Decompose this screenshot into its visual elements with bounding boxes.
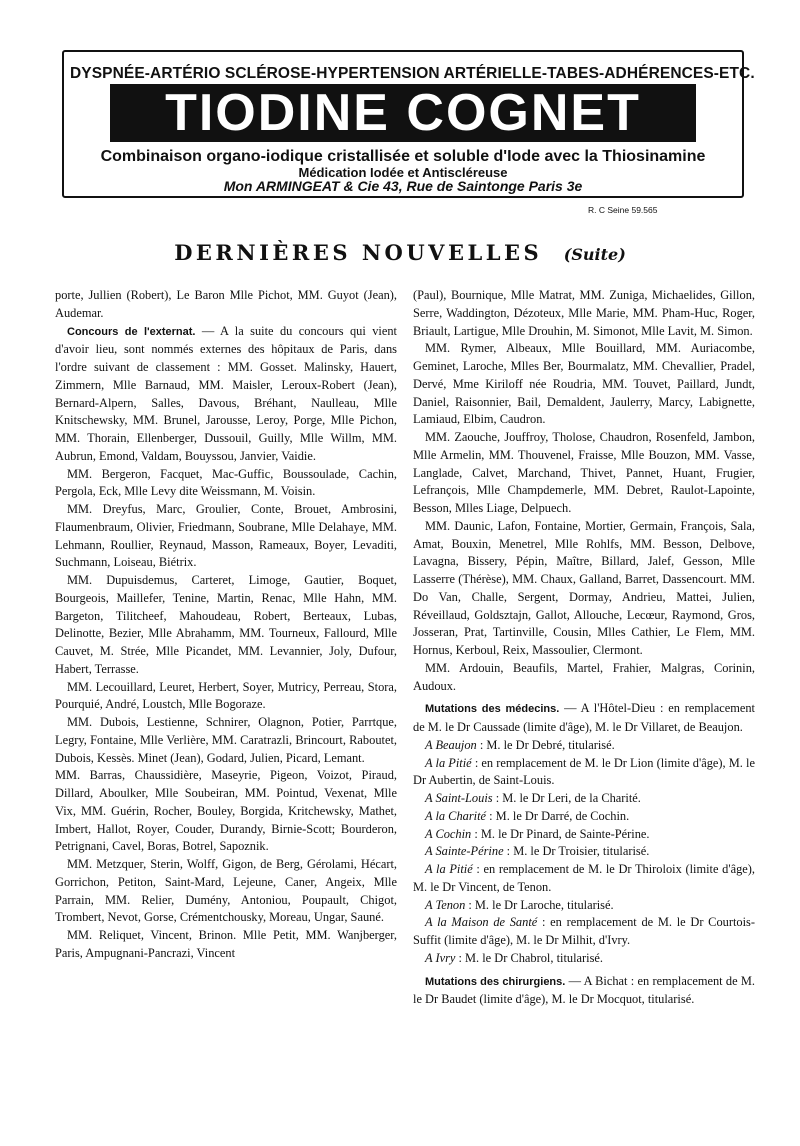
- paragraph: [413, 287, 755, 340]
- ad-brand-name: TIODINE COGNET: [110, 84, 696, 142]
- hospital-name: A Tenon: [425, 897, 466, 912]
- hospital-name: A la Pitié: [425, 755, 472, 770]
- paragraph: [413, 755, 755, 791]
- hospital-name: A la Charité: [425, 808, 487, 823]
- hospital-name: A Saint-Louis: [425, 791, 493, 805]
- hospital-name: A Cochin: [425, 826, 472, 841]
- paragraph: [413, 950, 755, 968]
- paragraph-text: MM. Barras, Chaussidière, Maseyrie, Pigeon, Voizot, Piraud, Dillard, Aboulker, Mlle Soubeiran, MM. Pointud, Vexenat, Mlle Vix, MM. Guérin, Rocher, Bouley, Borgida, Kritchewsky, Mathet, Imbert, Hallot, Royer, Couder, Durandy, Birnie-Scott; Bourderon, Petrignani, Cavel, Boras, Botrel, Sapoznik.: [55, 768, 397, 854]
- paragraph: [55, 767, 397, 856]
- rc-note: R. C Seine 59.565: [588, 205, 658, 215]
- paragraph-text: : M. le Dr Darré, de Cochin.: [486, 808, 630, 823]
- paragraph: [55, 856, 397, 927]
- hospital-name: A la Pitié: [425, 862, 473, 876]
- paragraph: [413, 914, 755, 950]
- paragraph-text: : M. le Dr Leri, de la Charité.: [492, 791, 641, 805]
- paragraph-text: : M. le Dr Pinard, de Sainte-Périne.: [471, 826, 650, 841]
- paragraph: [55, 323, 397, 466]
- paragraph: [55, 679, 397, 715]
- left-column: [55, 287, 397, 963]
- paragraph: [55, 501, 397, 572]
- hospital-name: A Sainte-Périne: [425, 844, 504, 859]
- paragraph: [413, 826, 755, 844]
- paragraph-text: MM. Zaouche, Jouffroy, Tholose, Chaudron, Rosenfeld, Jambon, Mlle Armelin, MM. Thouvenel, Fraisse, Mlle Bouzon, MM. Vasse, Langlade, Calvet, Marchand, Thivet, Pannet, Huant, Frugier, Lefrançois, Mlle Champdemerle, MM. Debret, Raulot-Lapointe, Besson, Mlles Liage, Delpuech.: [413, 430, 755, 515]
- paragraph-text: MM. Dubois, Lestienne, Schnirer, Olagnon, Potier, Parrtque, Legry, Fontaine, Mlle Verlière, MM. Caratrazli, Brincourt, Raboutet, Dubois, Kessès. Minet (Jean), Godard, Julien, Picard, Lemant.: [55, 715, 397, 765]
- paragraph-text: : M. le Dr Troisier, titularisé.: [503, 844, 650, 859]
- paragraph-text: : en remplacement de M. le Dr Courtois-Suffit (limite d'âge), M. le Dr Milhit, d'Ivry.: [413, 915, 755, 947]
- paragraph: [413, 737, 755, 755]
- paragraph: [413, 808, 755, 826]
- paragraph: [413, 790, 755, 808]
- paragraph: [55, 466, 397, 502]
- paragraph-text: MM. Dreyfus, Marc, Groulier, Conte, Brouet, Ambrosini, Flaumenbraum, Olivier, Friedmann, Soubrane, Mlle Delahaye, MM. Lehmann, Roullier, Reynaud, Masson, Rameaux, Boyer, Levaditi, Suchmann, Loiseau, Biétrix.: [55, 502, 397, 570]
- paragraph-text: — A la suite du concours qui vient d'avoir lieu, sont nommés externes des hôpitaux de Paris, dans l'ordre suivant de classement : MM. Gosset. Malinsky, Hauert, Zimmern, Mlle Barnaud, MM. Maisler, Leroux-Robert (Jean), Bernard-Alpern, Salles, Davous, Bréhant, Naulleau, Mlle Knitschewsky, MM. Brunel, Jarousse, Leroy, Porge, Mlle Pichon, MM. Thorain, Ellenberger, Dussouil, Guilly, Mlle Willm, MM. Aubrun, Emond, Valdam, Bouyssou, Janvier, Vaidie.: [55, 323, 397, 463]
- paragraph-text: — A l'Hôtel-Dieu : en remplacement de M. le Dr Caussade (limite d'âge), M. le Dr Villaret, de Beaujon.: [413, 701, 755, 734]
- hospital-name: A la Maison de Santé: [425, 915, 538, 930]
- paragraph-text: MM. Ardouin, Beaufils, Martel, Frahier, Malgras, Corinin, Audoux.: [413, 660, 755, 693]
- ad-description: Combinaison organo-iodique cristallisée et soluble d'Iode avec la Thiosinamine: [100, 148, 706, 165]
- paragraph-text: : en remplacement de M. le Dr Lion (limite d'âge), M. le Dr Aubertin, de Saint-Louis.: [413, 755, 755, 788]
- paragraph-text: porte, Jullien (Robert), Le Baron Mlle Pichot, MM. Guyot (Jean), Audemar.: [55, 288, 397, 320]
- hospital-name: A Beaujon: [425, 737, 477, 752]
- paragraph: [413, 518, 755, 660]
- paragraph: [413, 660, 755, 696]
- ad-address: Mon ARMINGEAT & Cie 43, Rue de Saintonge Paris 3e: [223, 178, 583, 194]
- paragraph-text: : M. le Dr Chabrol, titularisé.: [455, 950, 604, 965]
- title-text: DERNIÈRES NOUVELLES: [174, 240, 543, 265]
- paragraph-text: MM. Lecouillard, Leuret, Herbert, Soyer, Mutricy, Perreau, Stora, Pourquié, André, Loustch, Mlle Bogoraze.: [55, 679, 397, 712]
- hospital-name: A Ivry: [425, 950, 456, 965]
- paragraph: [413, 897, 755, 915]
- paragraph-text: MM. Metzquer, Sterin, Wolff, Gigon, de Berg, Gérolami, Hécart, Gorrichon, Petiton, Saint-Mard, Lejeune, Caner, Angeix, Mlle Parrain, MM. Relier, Dumény, Antoniou, Poupault, Chigot, Trombert, Nevot, Gorse, Crémentchousky, Moreau, Ungar, Sauné.: [55, 857, 397, 925]
- section-label: Mutations des médecins.: [425, 703, 560, 716]
- paragraph-text: : M. le Dr Debré, titularisé.: [476, 737, 615, 752]
- right-column: [413, 287, 755, 1009]
- paragraph: [413, 973, 755, 1010]
- paragraph: [413, 429, 755, 518]
- paragraph-text: MM. Bergeron, Facquet, Mac-Guffic, Boussoulade, Cachin, Pergola, Eck, Mlle Levy dite Weissmann, M. Voisin.: [55, 466, 397, 499]
- paragraph-text: — A Bichat : en remplacement de M. le Dr Baudet (limite d'âge), M. le Dr Mocquot, titularisé.: [413, 973, 755, 1007]
- paragraph-text: (Paul), Bournique, Mlle Matrat, MM. Zuniga, Michaelides, Gillon, Serre, Waddington, Dézoteux, Mlle Marie, MM. Pham-Huc, Roger, Briault, Lartigue, Mlle Drouhin, M. Simonot, Mlle Lavit, M. Simon.: [413, 288, 755, 338]
- paragraph: [413, 340, 755, 429]
- advertisement-box: [62, 50, 755, 198]
- paragraph: [55, 927, 397, 963]
- paragraph: [55, 572, 397, 679]
- paragraph-text: MM. Reliquet, Vincent, Brinon. Mlle Petit, MM. Wanjberger, Paris, Ampugnani-Pancrazi, Vincent: [55, 928, 397, 960]
- paragraph: [55, 287, 397, 323]
- title-suite: (Suite): [563, 245, 626, 264]
- paragraph-text: : M. le Dr Laroche, titularisé.: [465, 897, 614, 912]
- paragraph-text: : en remplacement de M. le Dr Thiroloix (limite d'âge), M. le Dr Vincent, de Tenon.: [413, 862, 755, 894]
- page-title: [0, 240, 800, 265]
- section-label: Mutations des chirurgiens.: [425, 975, 566, 988]
- paragraph: [413, 861, 755, 897]
- paragraph: [55, 714, 397, 767]
- section-label: Concours de l'externat.: [67, 325, 196, 338]
- paragraph-text: MM. Daunic, Lafon, Fontaine, Mortier, Germain, François, Sala, Amat, Bouxin, Menetrel, Mlle Rohlfs, MM. Besson, Delbove, Lavagna, Bissery, Pépin, Maître, Billard, Jalef, Gesson, Mlle Lasserre (Thérèse), MM. Chaux, Galland, Barret, Dassencourt. MM. Do Van, Challe, Sergent, Dormay, Andrieu, Mattei, Julien, Réveillaud, Goldsztajn, Gallot, Allouche, Lecœur, Raymond, Gros, Josseran, Prat, Tartinville, Cousin, Mlles Cathier, Le Flem, MM. Hornus, Kerboul, Reix, Massoulier, Clermont.: [413, 518, 755, 657]
- paragraph-text: MM. Rymer, Albeaux, Mlle Bouillard, MM. Auriacombe, Geminet, Laroche, Mlles Ber, Bourmalatz, MM. Chevallier, Pradel, Dervé, Mme Kiriloff née Roudria, MM. Touvet, Paillard, Jundt, Daniel, Raisonnier, Bail, Demaldent, Jaulerry, Marcy, Labignette, Lamiaud, Elbim, Caudron.: [413, 341, 755, 427]
- paragraph: [413, 843, 755, 861]
- paragraph: [413, 700, 755, 737]
- ad-indications: DYSPNÉE-ARTÉRIO SCLÉROSE-HYPERTENSION ARTÉRIELLE-TABES-ADHÉRENCES-ETC.: [70, 65, 755, 82]
- paragraph-text: MM. Dupuisdemus, Carteret, Limoge, Gautier, Boquet, Bourgeois, Maillefer, Tenine, Martin, Renac, Mlle Hahn, MM. Bargeton, Tilitcheef, Mahoudeau, Robert, Berteaux, Lubas, Delinotte, Bezier, Mlle Abrahamm, MM. Tourneux, Fallourd, Mlle Cauvet, M. Strée, Mlle Picandet, MM. Levannier, Joly, Dufour, Habert, Terrasse.: [55, 573, 397, 676]
- ad-medication: Médication Iodée et Antiscléreuse: [298, 165, 508, 180]
